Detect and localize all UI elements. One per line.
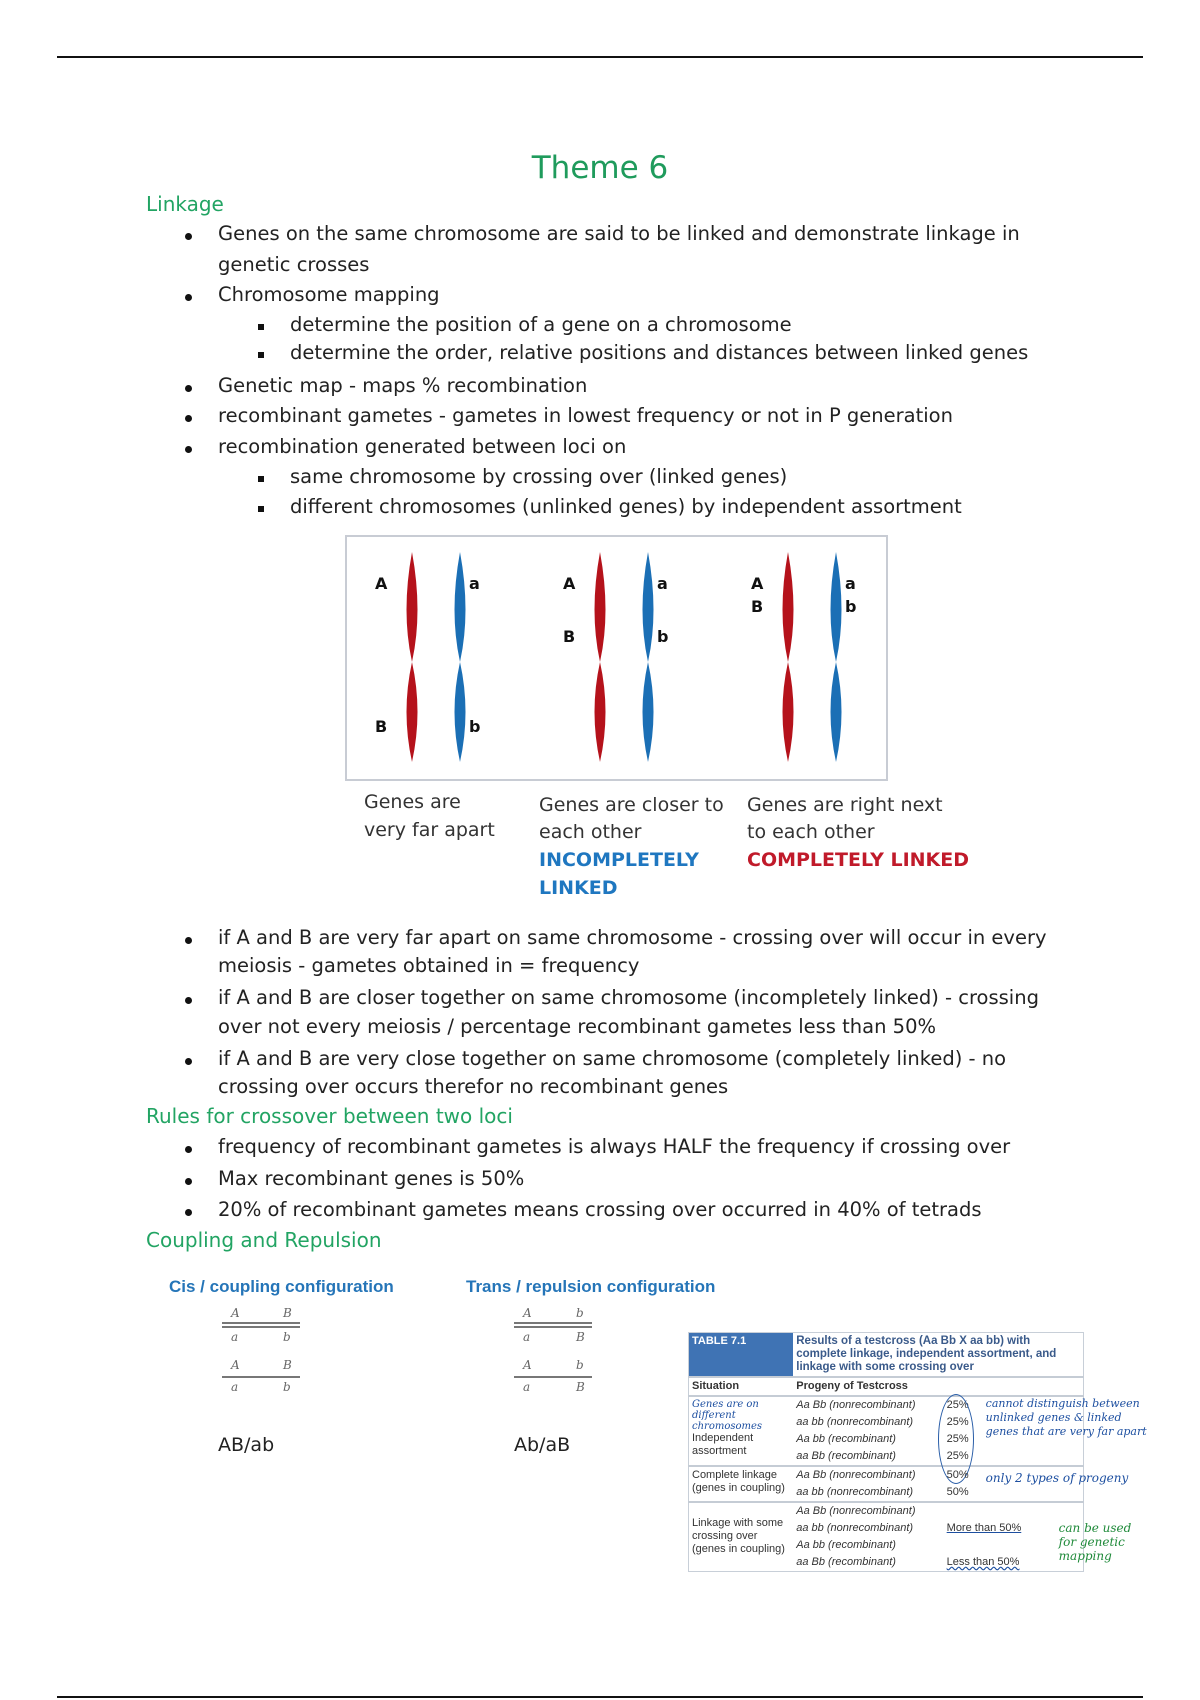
progeny: aa Bb (recombinant) <box>796 1450 896 1462</box>
bullet <box>258 324 264 330</box>
allele-label: A <box>375 574 388 593</box>
bullet <box>185 997 192 1004</box>
pct: 25% <box>946 1399 969 1411</box>
table-row <box>689 1466 1084 1484</box>
list-item: if A and B are very far apart on same chromosome - crossing over will occur in every <box>218 926 1047 949</box>
progeny: Aa bb (recombinant) <box>796 1433 896 1445</box>
caption-panel-1: very far apart <box>364 819 495 841</box>
allele-label: B <box>563 627 576 646</box>
allele-label: B <box>375 717 388 736</box>
allele-label: b <box>845 597 857 616</box>
allele: a <box>231 1380 239 1394</box>
chromosome-red <box>407 552 418 762</box>
col-header: Progeny of Testcross <box>796 1380 908 1392</box>
testcross-table <box>688 1332 1147 1572</box>
allele-label: a <box>845 574 856 593</box>
bullet <box>185 415 192 422</box>
handwritten-annotation: cannot distinguish between unlinked genes & linked genes that are very far apart <box>985 1397 1147 1438</box>
allele: a <box>231 1330 239 1344</box>
bullet <box>185 233 192 240</box>
caption-panel-2: each other <box>539 821 642 843</box>
allele: A <box>231 1306 240 1320</box>
allele: A <box>523 1358 532 1372</box>
bullet <box>185 385 192 392</box>
trans-genotype: Ab/aB <box>514 1434 571 1456</box>
bullet <box>185 1058 192 1065</box>
caption-panel-1: Genes are <box>364 791 461 813</box>
table-row <box>689 1502 1084 1520</box>
chromosome-blue <box>643 552 654 762</box>
list-item-cont: genetic crosses <box>218 253 370 276</box>
progeny: Aa Bb (nonrecombinant) <box>796 1505 916 1517</box>
allele: b <box>283 1380 291 1394</box>
list-item: recombination generated between loci on <box>218 435 627 458</box>
trans-label: Trans / repulsion configuration <box>466 1277 716 1296</box>
sub-item: same chromosome by crossing over (linked genes) <box>290 465 788 488</box>
progeny: aa bb (nonrecombinant) <box>796 1416 914 1428</box>
allele-label: A <box>563 574 576 593</box>
homolog-lines <box>514 1322 592 1328</box>
chromosome-figure <box>345 535 888 781</box>
bottom-rule <box>57 1696 1143 1698</box>
chromosome-red <box>783 552 794 762</box>
list-item: if A and B are closer together on same chromosome (incompletely linked) - crossing <box>218 986 1039 1009</box>
pct: More than 50% <box>946 1522 1022 1534</box>
list-item-cont: crossing over occurs therefor no recombinant genes <box>218 1075 729 1098</box>
heading-coupling: Coupling and Repulsion <box>146 1228 382 1252</box>
allele-label: A <box>751 574 764 593</box>
list-item: if A and B are very close together on same chromosome (completely linked) - no <box>218 1047 1007 1070</box>
allele-label: B <box>751 597 764 616</box>
list-item: 20% of recombinant gametes means crossing over occurred in 40% of tetrads <box>218 1198 982 1221</box>
tag-completely-linked: COMPLETELY LINKED <box>747 849 970 871</box>
list-item: Genetic map - maps % recombination <box>218 374 588 397</box>
situation: Independent assortment <box>692 1432 754 1457</box>
allele: b <box>576 1306 584 1320</box>
tag-incompletely-linked: INCOMPLETELY <box>539 849 699 871</box>
top-rule <box>57 56 1143 58</box>
homolog-line <box>222 1376 300 1378</box>
allele-label: a <box>657 574 668 593</box>
progeny: aa bb (nonrecombinant) <box>796 1486 914 1498</box>
allele: B <box>576 1380 585 1394</box>
pct: 25% <box>946 1450 969 1462</box>
pct: Less than 50% <box>946 1556 1020 1568</box>
homolog-line <box>514 1376 592 1378</box>
pct: 25% <box>946 1416 969 1428</box>
bullet <box>185 1146 192 1153</box>
cis-genotype: AB/ab <box>218 1434 275 1456</box>
pct: 50% <box>946 1486 969 1498</box>
chromosomes-svg <box>347 537 890 783</box>
bullet <box>185 1178 192 1185</box>
chromosome-blue <box>831 552 842 762</box>
page-title: Theme 6 <box>531 150 669 186</box>
progeny: aa bb (nonrecombinant) <box>796 1522 914 1534</box>
caption-panel-3: Genes are right next <box>747 794 943 816</box>
bullet <box>258 352 264 358</box>
sub-item: determine the order, relative positions and distances between linked genes <box>290 341 1029 364</box>
table-caption: Results of a testcross (Aa Bb X aa bb) with complete linkage, independent assortment, and linkage with some crossing over <box>796 1335 1057 1373</box>
chromosome-blue <box>455 552 466 762</box>
bullet <box>185 446 192 453</box>
tag-incompletely-linked: LINKED <box>539 877 618 899</box>
caption-panel-3: to each other <box>747 821 875 843</box>
list-item: frequency of recombinant gametes is always HALF the frequency if crossing over <box>218 1135 1011 1158</box>
allele-label: a <box>469 574 480 593</box>
table-id: TABLE 7.1 <box>689 1333 794 1378</box>
situation: Linkage with some crossing over (genes in coupling) <box>692 1517 785 1555</box>
col-header: Situation <box>692 1380 740 1392</box>
list-item: Max recombinant genes is 50% <box>218 1167 525 1190</box>
chromosome-red <box>595 552 606 762</box>
allele: B <box>283 1306 292 1320</box>
allele: A <box>523 1306 532 1320</box>
list-item: Chromosome mapping <box>218 283 440 306</box>
list-item-cont: over not every meiosis / percentage recombinant gametes less than 50% <box>218 1015 937 1038</box>
allele-label: b <box>469 717 481 736</box>
heading-rules: Rules for crossover between two loci <box>146 1104 513 1128</box>
list-item: recombinant gametes - gametes in lowest frequency or not in P generation <box>218 404 953 427</box>
allele-label: b <box>657 627 669 646</box>
sub-item: different chromosomes (unlinked genes) by independent assortment <box>290 495 962 518</box>
progeny: Aa Bb (nonrecombinant) <box>796 1399 916 1411</box>
allele: a <box>523 1380 531 1394</box>
sub-item: determine the position of a gene on a chromosome <box>290 313 792 336</box>
pct: 25% <box>946 1433 969 1445</box>
allele: B <box>576 1330 585 1344</box>
pct: 50% <box>946 1469 969 1481</box>
situation: Complete linkage (genes in coupling) <box>692 1469 785 1494</box>
progeny: Aa Bb (nonrecombinant) <box>796 1469 916 1481</box>
list-item: Genes on the same chromosome are said to be linked and demonstrate linkage in <box>218 222 1020 245</box>
handwritten-note: Genes are on different chromosomes <box>692 1399 763 1432</box>
bullet <box>258 506 264 512</box>
handwritten-annotation: can be used for genetic mapping <box>1058 1521 1132 1563</box>
table-row <box>689 1396 1084 1414</box>
caption-panel-2: Genes are closer to <box>539 794 724 816</box>
bullet <box>185 937 192 944</box>
progeny: aa Bb (recombinant) <box>796 1556 896 1568</box>
bullet <box>258 476 264 482</box>
bullet <box>185 294 192 301</box>
allele: a <box>523 1330 531 1344</box>
allele: b <box>283 1330 291 1344</box>
list-item-cont: meiosis - gametes obtained in = frequency <box>218 954 640 977</box>
allele: B <box>283 1358 292 1372</box>
handwritten-annotation: only 2 types of progeny <box>985 1471 1129 1485</box>
progeny: Aa bb (recombinant) <box>796 1539 896 1551</box>
cis-label: Cis / coupling configuration <box>169 1277 394 1296</box>
heading-linkage: Linkage <box>146 192 224 216</box>
allele: b <box>576 1358 584 1372</box>
allele: A <box>231 1358 240 1372</box>
bullet <box>185 1209 192 1216</box>
homolog-lines <box>222 1322 300 1328</box>
